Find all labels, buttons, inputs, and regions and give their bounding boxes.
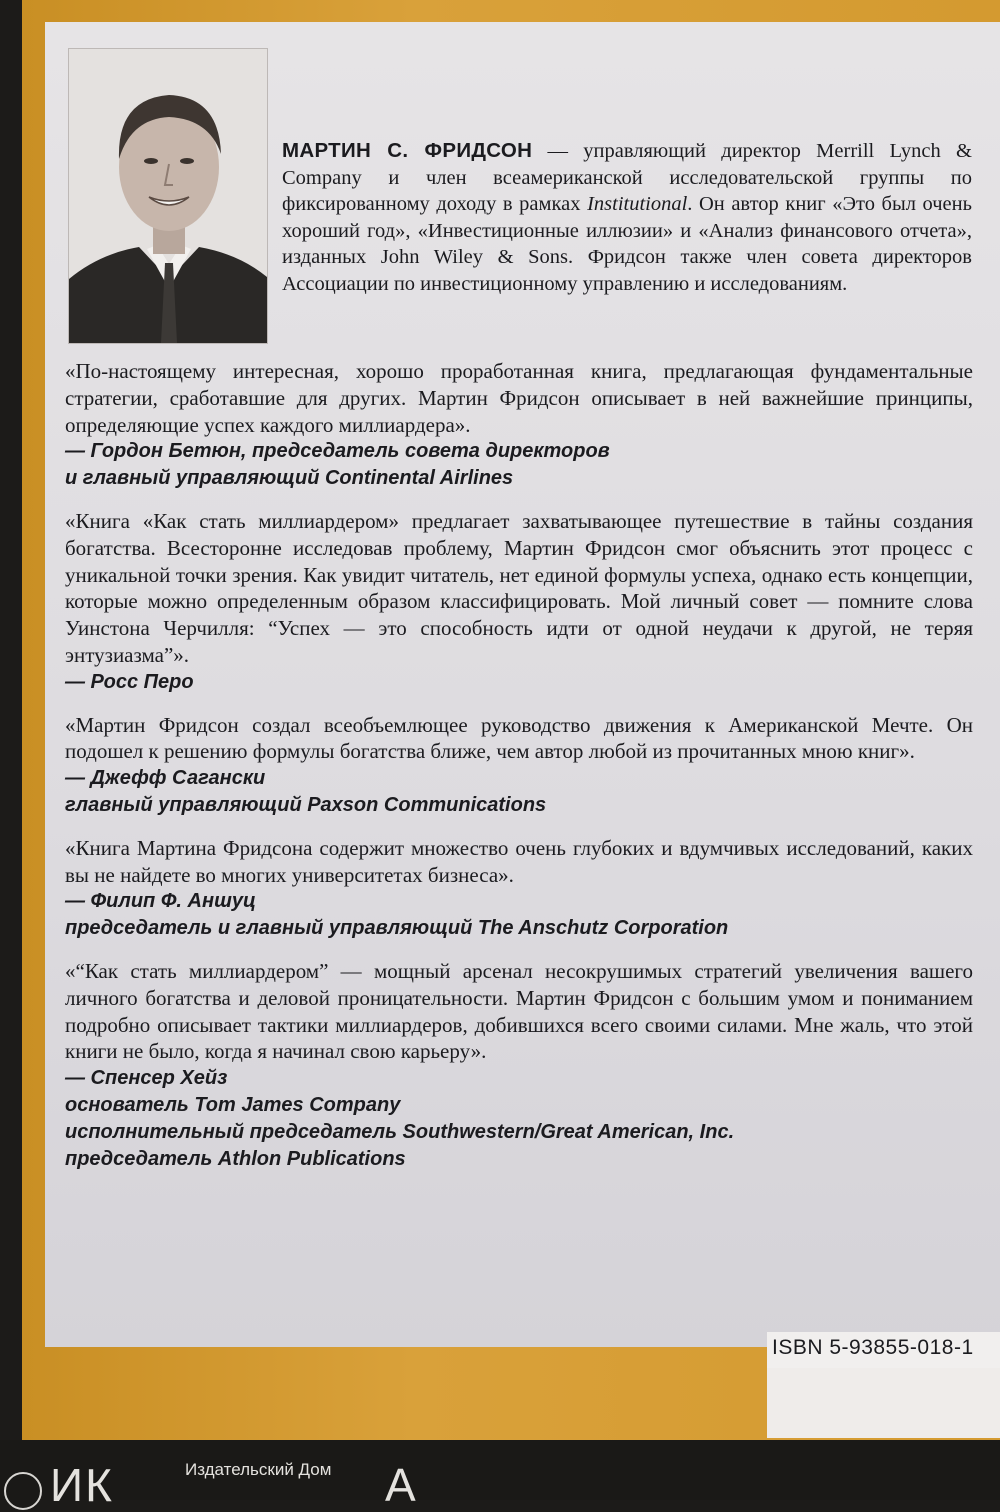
- author-portrait-photo: [68, 48, 268, 344]
- author-portrait-illustration: [69, 49, 267, 343]
- publisher-logo-icon: [4, 1472, 42, 1510]
- review: [65, 835, 973, 942]
- isbn-label: ISBN 5-93855-018-1: [772, 1336, 974, 1359]
- review-attribution: основатель Tom James Company: [65, 1093, 401, 1116]
- author-name: МАРТИН С. ФРИДСОН: [282, 139, 533, 162]
- review-quote: «Мартин Фридсон создал всеобъемлющее руководство движения к Американской Мечте. Он подошел к решению формулы богатства ближе, чем автор любой из прочитанных мною книг».: [65, 712, 973, 764]
- review-quote: «“Как стать миллиардером” — мощный арсенал несокрушимых стратегий увеличения вашего личного богатства и деловой проницательности. Мартин Фридсон с большим умом и пониманием подробно описывает тактики миллиардеров, добившихся всего своими силами. Мне жаль, что этой книги не было, когда я начинал свою карьеру».: [65, 958, 973, 1064]
- review-quote: «По-настоящему интересная, хорошо проработанная книга, предлагающая фундаментальные стратегии, сработавшие для других. Мартин Фридсон описывает в ней важнейшие принципы, определяющие успех каждого миллиардера».: [65, 359, 973, 437]
- review-attribution: — Джефф Сагански: [65, 767, 266, 790]
- publisher-footer: [0, 1440, 1000, 1500]
- publisher-mark: ИК: [50, 1459, 114, 1511]
- review-attribution: — Гордон Бетюн, председатель совета директоров: [65, 440, 610, 463]
- review: [65, 508, 973, 696]
- review-attribution: — Росс Перо: [65, 670, 194, 693]
- author-bio: [282, 138, 972, 297]
- review-attribution: председатель Athlon Publications: [65, 1147, 406, 1170]
- review-attribution: — Спенсер Хейз: [65, 1067, 228, 1090]
- barcode-area: [767, 1368, 1000, 1438]
- review: [65, 958, 973, 1172]
- reviews-list: [65, 358, 973, 1188]
- review-quote: «Книга «Как стать миллиардером» предлагает захватывающее путешествие в тайны создания богатства. Всесторонне исследовав проблему, Мартин Фридсон смог объяснить этот процесс с уникальной точки зрения. Как увидит читатель, нет единой формулы успеха, однако есть концепции, которые можно определенным образом классифицировать. Мой личный совет — помните слова Уинстона Черчилля: “Успех — это способность идти от одной неудачи к другой, не теряя энтузиазма”».: [65, 508, 973, 667]
- author-bio-italic: Institutional: [587, 193, 688, 215]
- author-bio-rest: . Он автор книг «Это был очень хороший год», «Инвестиционные иллюзии» и «Анализ финансового отчета», изданных John Wiley & Sons. Фридсон также член совета директоров Ассоциации по инвестиционному управлению и исследованиям.: [282, 193, 972, 295]
- author-bio-text: — управляющий директор Merrill Lynch & Company и член всеамериканской исследовательской группы по фиксированному доходу в рамках: [282, 140, 973, 215]
- review-attribution: исполнительный председатель Southwestern/Great American, Inc.: [65, 1120, 735, 1143]
- publisher-name: Издательский Дом: [185, 1460, 332, 1479]
- review-attribution: и главный управляющий Continental Airlines: [65, 467, 514, 490]
- review: [65, 358, 973, 492]
- review-attribution: главный управляющий Paxson Communications: [65, 793, 547, 816]
- review-attribution: председатель и главный управляющий The Anschutz Corporation: [65, 917, 729, 940]
- review-attribution: — Филип Ф. Аншуц: [65, 890, 256, 913]
- review-quote: «Книга Мартина Фридсона содержит множество очень глубоких и вдумчивых исследований, каких вы не найдете во многих университетах бизнеса».: [65, 835, 973, 887]
- publisher-glyph-icon: A: [385, 1459, 416, 1511]
- review: [65, 712, 973, 819]
